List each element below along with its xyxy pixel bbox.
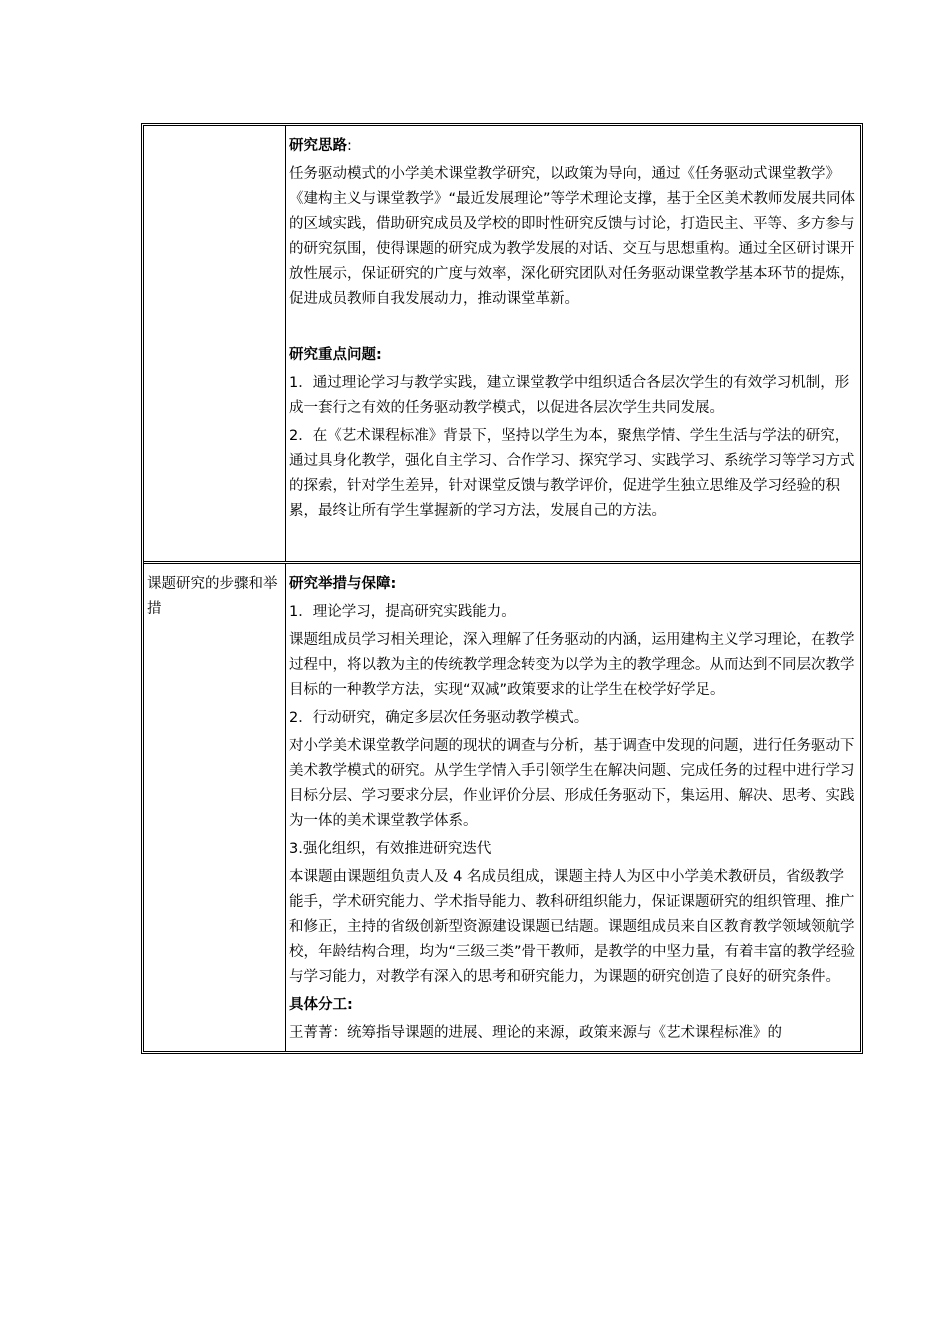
research-approach-cell: [286, 126, 860, 561]
measures-heading: 研究举措与保障:: [289, 576, 397, 592]
research-thinking-heading: 研究思路: [289, 138, 347, 154]
measure-3-title: 3.强化组织，有效推进研究迭代: [289, 841, 492, 857]
measure-2-title: 2．行动研究，确定多层次任务驱动教学模式。: [289, 710, 589, 726]
row-label-steps-measures: 课题研究的步骤和举措: [144, 564, 286, 1051]
division-line-1: 王菁菁：统筹指导课题的进展、理论的来源，政策来源与《艺术课程标准》的: [289, 1025, 782, 1041]
document-table: [141, 123, 863, 1054]
table-row-research-approach: [144, 126, 860, 564]
blank-line: [289, 315, 856, 343]
measure-2-body: 对小学美术课堂教学问题的现状的调查与分析，基于调查中发现的问题，进行任务驱动下美术教学模式的研究。从学生学情入手引领学生在解决问题、完成任务的过程中进行学习目标分层、学习要求分层，作业评价分层、形成任务驱动下，集运用、解决、思考、实践为一体的美术课堂教学体系。: [289, 738, 855, 829]
research-focus-heading: 研究重点问题:: [289, 347, 382, 363]
measure-3-body: 本课题由课题组负责人及 4 名成员组成，课题主持人为区中小学美术教研员，省级教学能手，学术研究能力、学术指导能力、教科研组织能力，保证课题研究的组织管理、推广和修正，主持的省级创新型资源建设课题已结题。课题组成员来自区教育教学领域领航学校，年龄结构合理，均为“三级三类”骨干教师，是教学的中坚力量，有着丰富的教学经验与学习能力，对教学有深入的思考和研究能力，为课题的研究创造了良好的研究条件。: [289, 869, 856, 985]
research-thinking-heading-line: [289, 134, 856, 159]
research-focus-item-2: 2．在《艺术课程标准》背景下，坚持以学生为本，聚焦学情、学生生活与学法的研究，通过具身化教学，强化自主学习、合作学习、探究学习、实践学习、系统学习等学习方式的探索，针对学生差异，针对课堂反馈与教学评价，促进学生独立思维及学习经验的积累，最终让所有学生掌握新的学习方法，发展自己的方法。: [289, 428, 855, 519]
steps-measures-cell: [286, 564, 860, 1051]
row-label-empty: [144, 126, 286, 561]
heading-colon: :: [347, 138, 352, 154]
research-focus-item-1: 1．通过理论学习与教学实践，建立课堂教学中组织适合各层次学生的有效学习机制，形成一套行之有效的任务驱动教学模式，以促进各层次学生共同发展。: [289, 375, 850, 416]
measure-1-body: 课题组成员学习相关理论，深入理解了任务驱动的内涵，运用建构主义学习理论，在教学过程中，将以教为主的传统教学理念转变为以学为主的教学理念。从而达到不同层次教学目标的一种教学方法，实现“双减”政策要求的让学生在校学好学足。: [289, 632, 855, 698]
research-thinking-body: 任务驱动模式的小学美术课堂教学研究，以政策为导向，通过《任务驱动式课堂教学》《建构主义与课堂教学》“最近发展理论”等学术理论支撑，基于全区美术教师发展共同体的区域实践，借助研究成员及学校的即时性研究反馈与讨论，打造民主、平等、多方参与的研究氛围，使得课题的研究成为教学发展的对话、交互与思想重构。通过全区研讨课开放性展示，保证研究的广度与效率，深化研究团队对任务驱动课堂教学基本环节的提炼，促进成员教师自我发展动力，推动课堂革新。: [289, 166, 856, 307]
blank-line: [289, 527, 856, 553]
table-row-steps-measures: [144, 564, 860, 1051]
division-heading: 具体分工:: [289, 997, 353, 1013]
measure-1-title: 1．理论学习，提高研究实践能力。: [289, 604, 516, 620]
